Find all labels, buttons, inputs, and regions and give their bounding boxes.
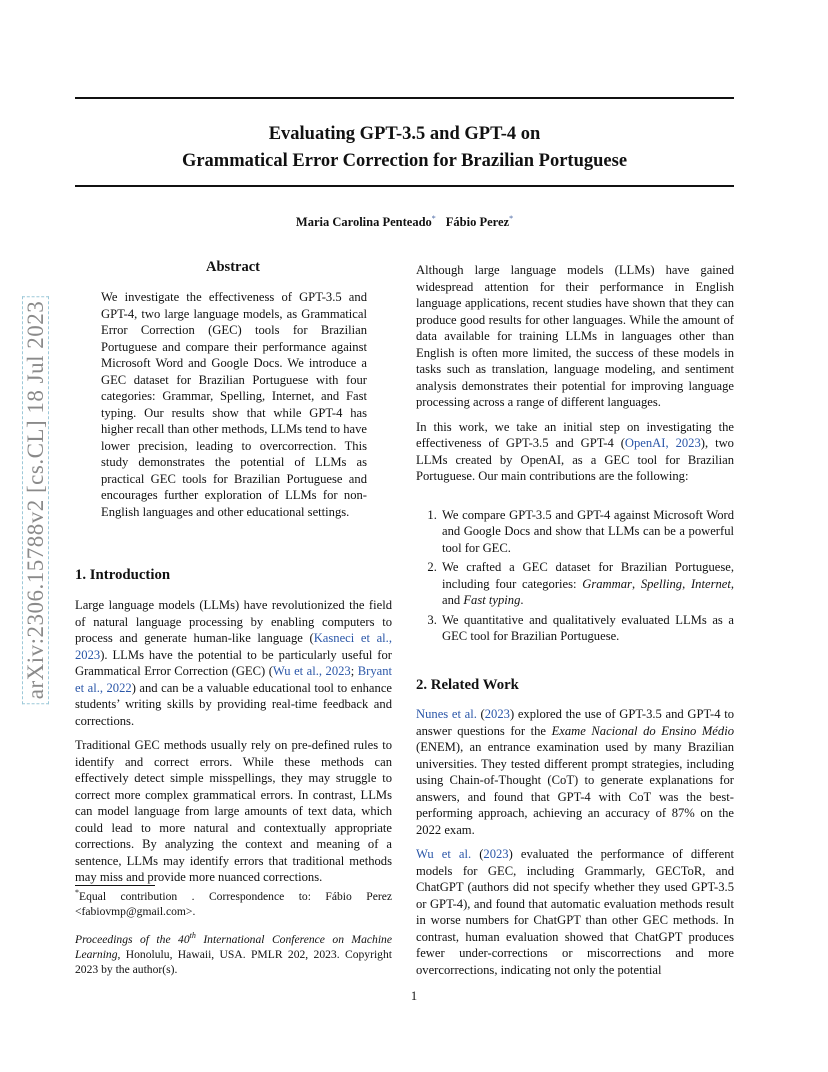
citation-link[interactable]: Bryant et al., 2022 <box>75 664 392 695</box>
citation-link[interactable]: Wu et al., 2023 <box>272 664 351 678</box>
intro-paragraph-1: Large language models (LLMs) have revolutionized the field of natural language processing by enabling computers to process and generate human-like language (Kasneci et al., 2023). LLMs have the potential to be particularly useful for Grammatical Error Correction (GEC) (Wu et al., 2023; Bryant et al., 2022) and can be a valuable educational tool to enhance students’ writing skills by providing real-time feedback and corrections. <box>75 598 392 728</box>
title-bottom-rule <box>75 185 734 187</box>
right-paragraph-2: In this work, we take an initial step on investigating the effectiveness of GPT-3.5 and GPT-4 (OpenAI, 2023), two LLMs created by OpenAI, as a GEC tool for Brazilian Portuguese. Our main contributions are the following: <box>416 419 734 483</box>
abstract-heading: Abstract <box>206 259 260 275</box>
paper-title <box>75 121 734 175</box>
list-item: 1. We compare GPT-3.5 and GPT-4 against Microsoft Word and Google Docs and show that LLMs can be a powerful tool for GEC. <box>440 507 734 557</box>
citation-link[interactable]: Wu et al. <box>416 847 472 861</box>
footnote-mark: * <box>75 888 79 898</box>
related-work-body <box>416 706 734 986</box>
citation-link[interactable]: OpenAI, 2023 <box>624 436 701 450</box>
author-mark: * <box>509 213 514 223</box>
section-heading-related-work: 2. Related Work <box>416 677 519 693</box>
citation-link[interactable]: 2023 <box>483 847 509 861</box>
citation-link[interactable]: 2023 <box>484 707 510 721</box>
contributions-list <box>416 507 734 645</box>
abstract-text <box>101 289 367 528</box>
list-item: 3. We quantitative and qualitatively evaluated LLMs as a GEC tool for Brazilian Portuguese. <box>440 612 734 645</box>
arxiv-stamp: arXiv:2306.15788v2 [cs.CL] 18 Jul 2023 <box>23 296 49 704</box>
page-number: 1 <box>410 989 418 1003</box>
proceedings-note: Proceedings of the 40th International Conference on Machine Learning, Honolulu, Hawaii, USA. PMLR 202, 2023. Copyright 2023 by the author(s). <box>75 931 392 976</box>
title-top-rule <box>75 97 734 99</box>
related-paragraph-1: Nunes et al. (2023) explored the use of GPT-3.5 and GPT-4 to answer questions for the Exame Nacional do Ensino Médio (ENEM), an entrance examination used by many Brazilian universities. They tested different prompt strategies, including using Chain-of-Thought (CoT) to generate explanations for answers, and found that GPT-4 with CoT was the best-performing approach, achieving an accuracy of 87% on the 2022 exam. <box>416 707 734 837</box>
author-list <box>75 215 734 230</box>
right-paragraph-1: Although large language models (LLMs) have gained widespread attention for their performance in English language applications, recent studies have shown that they can produce good results for other languages. While the amount of data available for training LLMs in languages other than English is often more limited, the success of these models in tasks such as translation, language modeling, and sentiment analysis demonstrates their potential for improving language processing across a range of different languages. <box>416 263 734 409</box>
related-paragraph-2: Wu et al. (2023) evaluated the performance of different models for GEC, including Grammarly, GECToR, and ChatGPT (authors did not specify whether they used GPT-3.5 or GPT-4), and found that automatic evaluation methods result in worse numbers for ChatGPT than other GEC methods. In contrast, human evaluation showed that ChatGPT produces fewer under-corrections or miscorrections and more overcorrections, indicating not only the potential <box>416 847 734 977</box>
footnote-rule <box>75 885 155 886</box>
title-line-1: Evaluating GPT-3.5 and GPT-4 on <box>268 124 541 144</box>
right-column-body <box>416 262 734 648</box>
author-name: Maria Carolina Penteado <box>295 215 432 229</box>
footnote: *Equal contribution . Correspondence to: Fábio Perez <fabiovmp@gmail.com>. <box>75 888 392 918</box>
section-heading-introduction: 1. Introduction <box>75 567 171 583</box>
citation-link[interactable]: Kasneci et al., 2023 <box>75 631 392 662</box>
intro-paragraph-2: Traditional GEC methods usually rely on pre-defined rules to identify and correct errors. While these methods can effectively detect simple misspellings, they may struggle to correct more complex grammatical errors. In contrast, LLMs can model language from large amounts of text data, which could lead to more natural and contextually appropriate corrections. By analyzing the context and meaning of a sentence, LLMs may identify errors that traditional methods may miss and provide more nuanced corrections. <box>75 738 392 884</box>
introduction-body <box>75 597 392 894</box>
list-item: 2. We crafted a GEC dataset for Brazilian Portuguese, including four categories: Grammar, Spelling, Internet, and Fast typing. <box>440 559 734 609</box>
author-mark: * <box>431 213 436 223</box>
title-line-2: Grammatical Error Correction for Brazilian Portuguese <box>181 151 628 171</box>
abstract-paragraph: We investigate the effectiveness of GPT-3.5 and GPT-4, two large language models, as Grammatical Error Correction (GEC) tools for Brazilian Portuguese and compare their performance against Microsoft Word and Google Docs. We introduce a GEC dataset for Brazilian Portuguese with four categories: Grammar, Spelling, Internet, and Fast typing. Our results show that while GPT-4 has higher recall than other methods, LLMs tend to have lower precision, leading to overcorrection. This study demonstrates the potential of LLMs as practical GEC tools for Brazilian Portuguese and encourages further exploration of LLMs for non-English languages and other educational settings. <box>101 290 367 519</box>
citation-link[interactable]: Nunes et al. <box>416 707 477 721</box>
author-name: Fábio Perez <box>445 215 510 229</box>
